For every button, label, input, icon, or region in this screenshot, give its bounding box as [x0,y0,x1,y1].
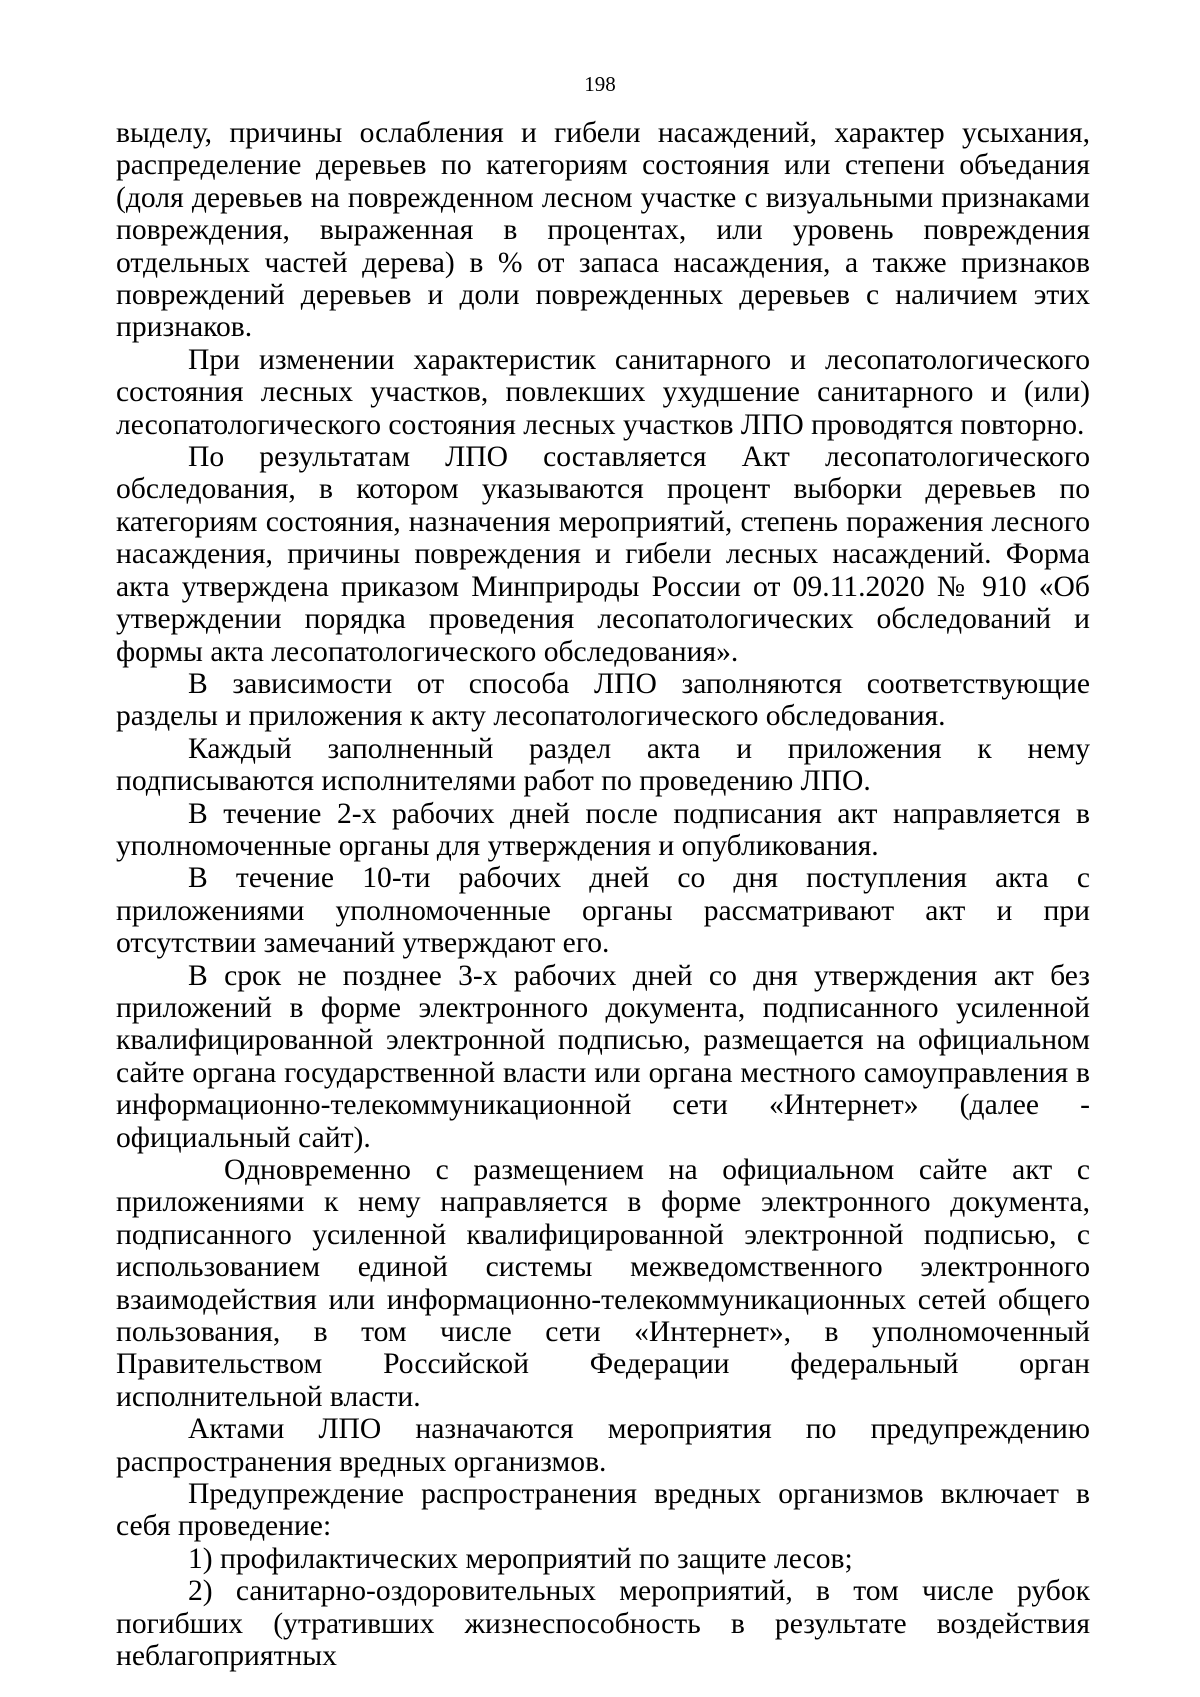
list-item: 2) санитарно-оздоровительных мероприятий, в том числе рубок погибших (утративших жизнеспособность в результате воздействия неблагоприятных [116,1575,1090,1673]
paragraph: Предупреждение распространения вредных организмов включает в себя проведение: [116,1478,1090,1543]
document-body [116,117,1090,1673]
paragraph: В срок не позднее 3-х рабочих дней со дня утверждения акт без приложений в форме электронного документа, подписанного усиленной квалифицированной электронной подписью, размещается на официальном сайте органа государственной власти или органа местного самоуправления в информационно-телекоммуникационной сети «Интернет» (далее - официальный сайт). [116,959,1090,1154]
paragraph: выделу, причины ослабления и гибели насаждений, характер усыхания, распределение деревьев по категориям состояния или степени объедания (доля деревьев на поврежденном лесном участке с визуальными признаками повреждения, выраженная в процентах, или уровень повреждения отдельных частей дерева) в % от запаса насаждения, а также признаков повреждений деревьев и доли поврежденных деревьев с наличием этих признаков. [116,117,1090,344]
paragraph: В течение 2-х рабочих дней после подписания акт направляется в уполномоченные органы для утверждения и опубликования. [116,797,1090,862]
list-item: 1) профилактических мероприятий по защите лесов; [188,1542,853,1575]
paragraph: В течение 10-ти рабочих дней со дня поступления акта с приложениями уполномоченные органы рассматривают акт и при отсутствии замечаний утверждают его. [116,862,1090,960]
paragraph: В зависимости от способа ЛПО заполняются соответствующие разделы и приложения к акту лесопатологического обследования. [116,667,1090,733]
paragraph: Актами ЛПО назначаются мероприятия по предупреждению распространения вредных организмов. [116,1413,1090,1478]
paragraph: При изменении характеристик санитарного и лесопатологического состояния лесных участков, повлекших ухудшение санитарного и (или) лесопатологического состояния лесных участков ЛПО проводятся повторно. [116,343,1090,441]
page-number: 198 [584,72,616,96]
paragraph: Каждый заполненный раздел акта и приложения к нему подписываются исполнителями работ по проведению ЛПО. [116,732,1090,798]
paragraph: По результатам ЛПО составляется Акт лесопатологического обследования, в котором указываются процент выборки деревьев по категориям состояния, назначения мероприятий, степень поражения лесного насаждения, причины повреждения и гибели лесных насаждений. Форма акта утверждена приказом Минприроды России от 09.11.2020 № 910 «Об утверждении порядка проведения лесопатологических обследований и формы акта лесопатологического обследования». [116,441,1090,668]
paragraph: Одновременно с размещением на официальном сайте акт с приложениями к нему направляется в форме электронного документа, подписанного усиленной квалифицированной электронной подписью, с использованием единой системы межведомственного электронного взаимодействия или информационно-телекоммуникационных сетей общего пользования, в том числе сети «Интернет», в уполномоченный Правительством Российской Федерации федеральный орган исполнительной власти. [116,1154,1090,1413]
